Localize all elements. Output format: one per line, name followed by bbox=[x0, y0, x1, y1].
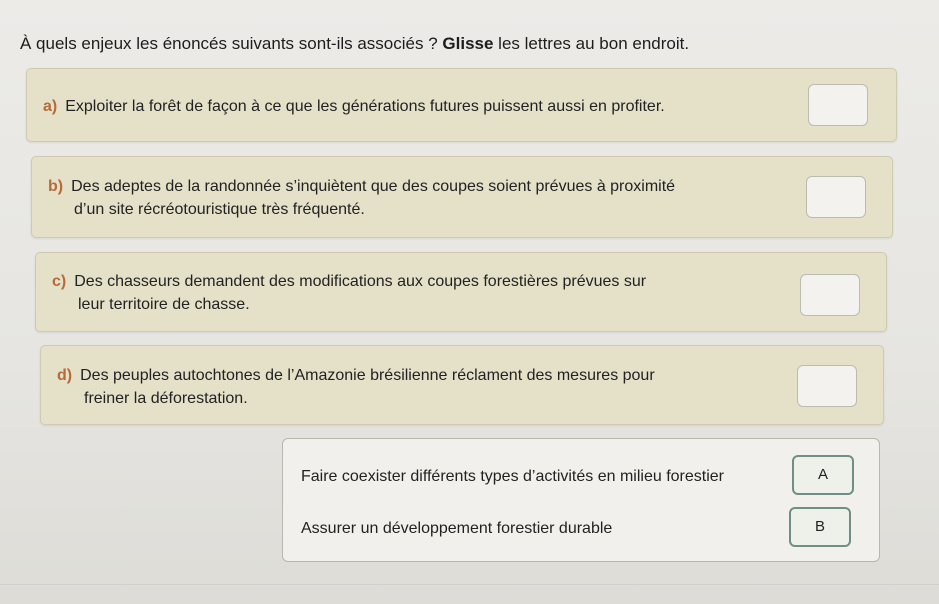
statement-line1: Des peuples autochtones de l’Amazonie brésilienne réclament des mesures pour bbox=[80, 367, 655, 384]
drop-zone-b[interactable] bbox=[806, 176, 866, 218]
drop-zone-d[interactable] bbox=[797, 365, 857, 407]
statement-letter: b) bbox=[48, 178, 64, 195]
statement-line1: Des chasseurs demandent des modifications aux coupes forestières prévues sur bbox=[74, 273, 647, 290]
statement-line2: freiner la déforestation. bbox=[84, 390, 248, 407]
statement-line1: Exploiter la forêt de façon à ce que les générations futures puissent aussi en profiter. bbox=[65, 98, 665, 115]
instruction-text bbox=[20, 34, 689, 54]
statement-b bbox=[31, 156, 893, 238]
statement-letter: d) bbox=[57, 367, 73, 384]
option-text-a: Faire coexister différents types d’activités en milieu forestier bbox=[301, 468, 724, 485]
divider bbox=[0, 584, 939, 585]
option-text-b: Assurer un développement forestier durable bbox=[301, 520, 613, 537]
statement-line2: d’un site récréotouristique très fréquenté. bbox=[74, 201, 365, 218]
statement-letter: c) bbox=[52, 273, 67, 290]
draggable-tile-b[interactable]: B bbox=[789, 507, 851, 547]
instruction-part2: les lettres au bon endroit. bbox=[493, 34, 690, 53]
statement-a bbox=[26, 68, 897, 142]
instruction-bold: Glisse bbox=[442, 34, 494, 53]
draggable-tile-a[interactable]: A bbox=[792, 455, 854, 495]
statement-line1: Des adeptes de la randonnée s’inquiètent que des coupes soient prévues à proximité bbox=[71, 178, 676, 195]
statement-d-text bbox=[57, 364, 655, 410]
statement-c-text bbox=[52, 270, 646, 316]
statement-a-text bbox=[43, 95, 665, 118]
statement-line2: leur territoire de chasse. bbox=[78, 296, 250, 313]
answer-options-panel bbox=[282, 438, 880, 562]
drop-zone-c[interactable] bbox=[800, 274, 860, 316]
statement-d bbox=[40, 345, 884, 425]
instruction-part1: À quels enjeux les énoncés suivants sont-ils associés ? bbox=[20, 34, 443, 53]
statement-letter: a) bbox=[43, 98, 58, 115]
statement-b-text bbox=[48, 175, 675, 221]
drop-zone-a[interactable] bbox=[808, 84, 868, 126]
statement-c bbox=[35, 252, 887, 332]
